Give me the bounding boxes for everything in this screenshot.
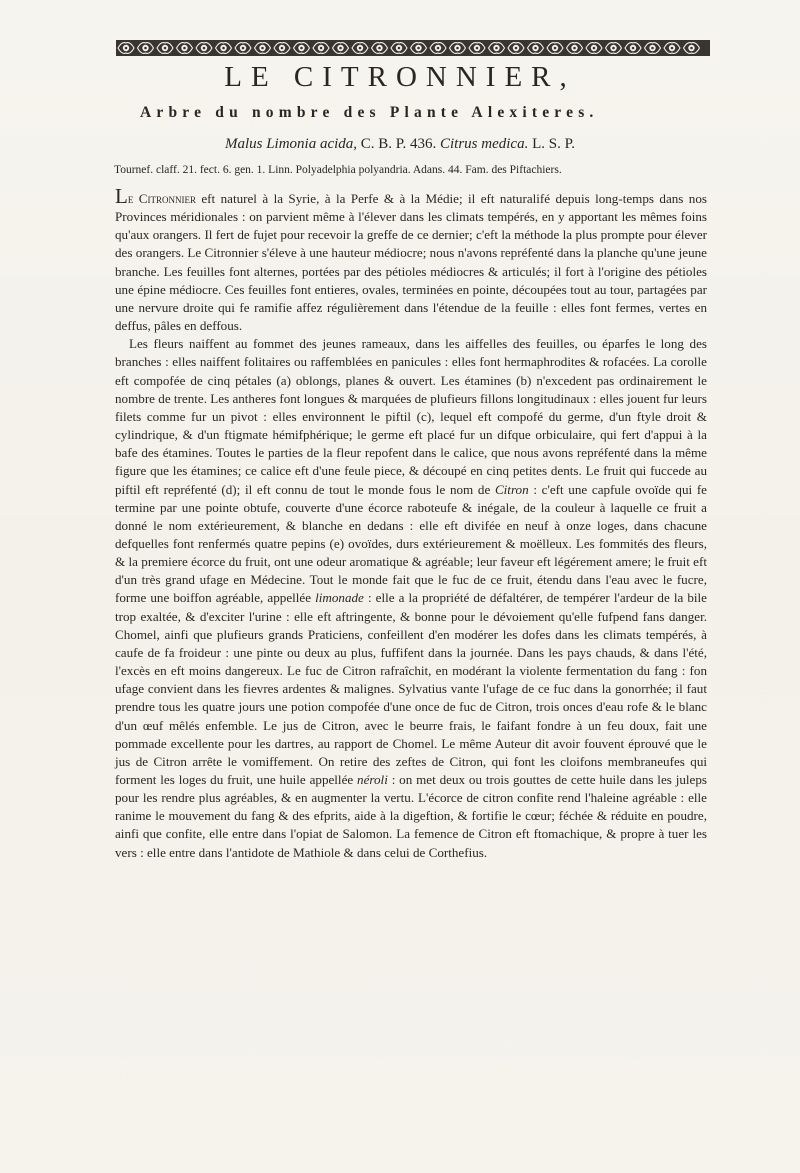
paragraph-1	[115, 186, 707, 335]
paragraph-2-part-2: : c'eft une capfule ovoïde qui fe termine par une pointe obtufe, couverte d'une écorce raboteufe & inégale, de la couleur à laquelle ce fruit a donné le nom extérieurement, & blanche en dedans : elle eft divifée en neuf à onze loges, dans chacune defquelles font renfermés quatre pepins (e) ovoïdes, durs extérieurement & moëlleux. Les fommités des fleurs, & la premiere écorce du fruit, ont une odeur aromatique & agréable; leur faveur eft légérement amere; le fruit eft d'un très grand ufage en Médecine. Tout le monde fait que le fuc de ce fruit, étendu dans l'eau avec le fucre, forme une boiffon agréable, appellée	[115, 481, 707, 606]
botanical-synonyms	[0, 136, 800, 153]
term-neroli: néroli	[357, 772, 388, 787]
body-text	[115, 186, 707, 862]
term-limonade: limonade	[315, 590, 364, 606]
synonym-name-1: Malus Limonia acida,	[224, 136, 358, 152]
synonym-ref-2: L. S. P.	[528, 136, 576, 152]
page-subtitle	[140, 104, 680, 122]
term-citron: Citron	[494, 481, 529, 497]
classification-line: Tournef. claff. 21. fect. 6. gen. 1. Linn. Polyadelphia polyandria. Adans. 44. Fam. des Piftachiers.	[114, 164, 562, 176]
paragraph-2-part-3: : elle a la propriété de défaltérer, de tempérer l'ardeur de la bile trop exaltée, & d'exciter l'urine : elle eft aftringente, & bonne pour le dévoiement qu'elle fufpend fans danger. Chomel, ainfi que plufieurs grands Praticiens, confeillent d'en modérer les dofes dans les climats tempérés, à caufe de fa froideur : une pinte ou deux au plus, fuffifent dans la journée. Dans les pays chauds, & dans l'été, l'excès en eft moins dangereux. Le fuc de Citron rafraîchit, en modérant la violente fermentation du fang : fon ufage convient dans les fievres ardentes & malignes. Sylvatius vante l'ufage de ce fuc dans la gonorrhée; il faut prendre tous les quatre jours une potion compofée d'une once de fuc de Citron, trois onces d'eau rofe & le blanc d'un œuf mêlés enfemble. Le jus de Citron, avec le beurre frais, le faifant fondre à un feu doux, fait une pommade excellente pour les dartres, au rapport de Chomel. Le même Auteur dit avoir fouvent éprouvé que le jus de Citron arrête le vomiffement. On retire des zeftes de Citron, qui font les cloifons membraneufes qui forment les loges du fruit, une huile appellée	[115, 590, 707, 787]
paragraph-2-part-4: : on met deux ou trois gouttes de cette huile dans les juleps pour les rendre plus agréables, & en augmenter la vertu. L'écorce de citron confite rend l'haleine agréable : elle ranime le mouvement du fang & des efprits, aide à la digeftion, & fortifie le cœur; féchée & réduite en poudre, ainfi que confite, elle entre dans l'opiat de Salomon. La femence de Citron eft ftomachique, & propre à tuer les vers : elle entre dans l'antidote de Mathiole & dans celui de Corthefius.	[115, 772, 707, 860]
synonym-ref-1: C. B. P. 436.	[357, 136, 440, 152]
subtitle-text: Arbre du nombre des Plante Alexiteres.	[140, 104, 599, 121]
paragraph-1-lead: e Citronnier	[127, 191, 196, 206]
paragraph-1-text: eft naturel à la Syrie, à la Perfe & à la Médie; il eft naturalifé depuis long-temps dans nos Provinces méridionales : on parvient même à l'élever dans les climats tempérés, en y apportant les mêmes foins qu'aux orangers. Il fert de fujet pour recevoir la greffe de ce dernier; c'eft la méthode la plus prompte pour élever des orangers. Le Citronnier s'éleve à une hauteur médiocre; nous n'avons repréfenté dans la planche qu'une jeune branche. Les feuilles font alternes, portées par des pétioles médiocres & articulés; il fort à l'origine des pétioles une épine médiocre. Ces feuilles font entieres, ovales, terminées en pointe, découpées tout au tour, partagées par une nervure droite qui fe ramifie affez régulièrement dans l'étendue de la feuille : elles font fermes, vertes en deffus, pâles en deffous.	[115, 191, 707, 334]
drop-capital: L	[115, 184, 128, 208]
decorative-ornament-band	[116, 38, 710, 58]
paragraph-2	[115, 335, 707, 862]
page-title: LE CITRONNIER,	[224, 61, 576, 93]
synonym-name-2: Citrus medica.	[440, 136, 529, 152]
paragraph-2-part-1: Les fleurs naiffent au fommet des jeunes rameaux, dans les aiffelles des feuilles, ou éparfes le long des branches : elles naiffent folitaires ou raffemblées en panicules : elles font hermaphrodites & rofacées. La corolle eft compofée de cinq pétales (a) oblongs, planes & ouvert. Les étamines (b) n'excedent pas ordinairement le nombre de trente. Les antheres font longues & marquées de plufieurs fillons longitudinaux : elles jouent fur leurs filets comme fur un pivot : elles environnent le piftil (c), lequel eft compofé du germe, d'un ftyle droit & cylindrique, & d'un ftigmate hémifphérique; le germe eft placé fur un difque orbiculaire, qui fert d'appui à la bafe des étamines. Toutes le parties de la fleur repofent dans le calice, que nous avons repréfenté dans la même figure que les étamines; ce calice eft d'une feule piece, & découpé en cinq petites dents. Le fruit qui fuccede au piftil eft repréfenté (d); il eft connu de tout le monde fous le nom de	[115, 336, 707, 497]
